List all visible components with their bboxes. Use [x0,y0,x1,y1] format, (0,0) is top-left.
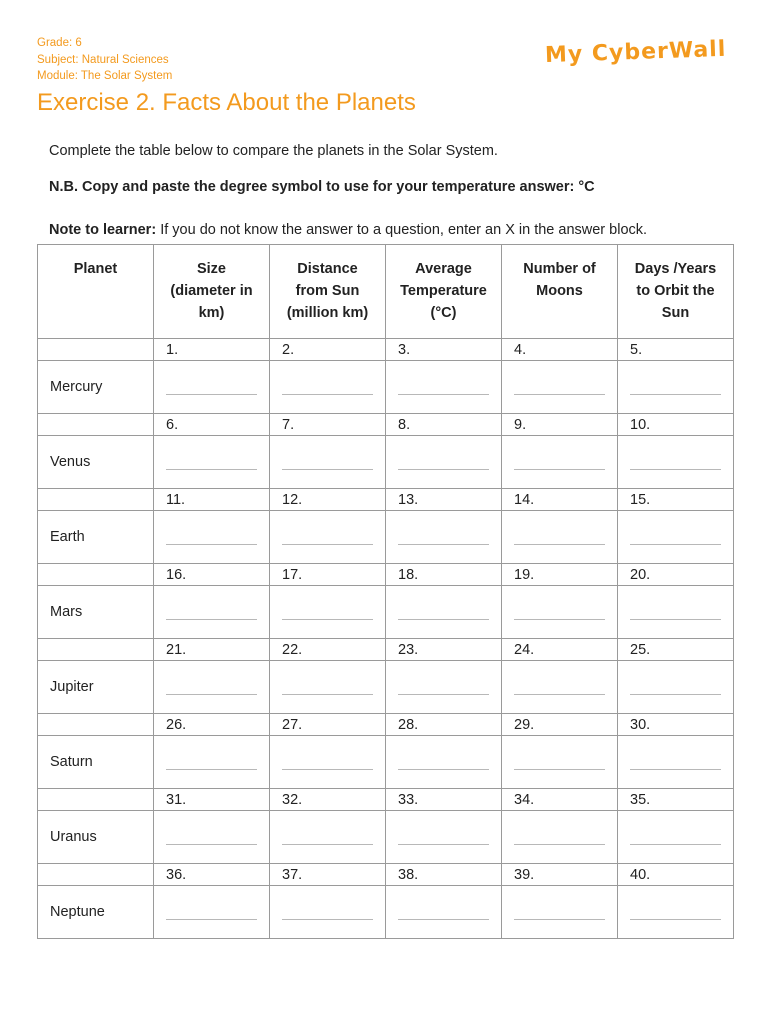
answer-blank-line[interactable] [282,394,373,395]
answer-blank-line[interactable] [166,694,257,695]
answer-blank-line[interactable] [398,544,489,545]
answer-blank-line[interactable] [514,694,605,695]
nb-text: N.B. Copy and paste the degree symbol to use for your temperature answer: °C [49,179,595,195]
empty-cell [38,789,154,811]
question-number: 27. [270,714,386,736]
question-number-row [38,489,734,511]
question-number: 35. [618,789,734,811]
column-header-line: Days /Years [634,261,717,277]
note-label: Note to learner: [49,222,157,238]
answer-blank-line[interactable] [514,769,605,770]
question-number: 3. [386,339,502,361]
question-number: 32. [270,789,386,811]
planet-name: Neptune [38,886,154,939]
answer-cell[interactable] [386,586,502,639]
question-number: 20. [618,564,734,586]
note-text [49,222,647,238]
column-header-line: (diameter in [170,283,253,299]
answer-blank-line[interactable] [514,919,605,920]
column-header-line: Number of [523,261,596,277]
answer-blank-line[interactable] [282,619,373,620]
question-number: 24. [502,639,618,661]
column-header-line: Distance [297,261,358,277]
column-header-line: Average [415,261,472,277]
answer-blank-line[interactable] [514,844,605,845]
answer-cell[interactable] [618,361,734,414]
answer-row-mars [38,586,734,639]
answer-blank-line[interactable] [166,394,257,395]
planet-name: Mercury [38,361,154,414]
answer-cell[interactable] [618,811,734,864]
answer-blank-line[interactable] [630,919,721,920]
question-number: 38. [386,864,502,886]
answer-blank-line[interactable] [398,844,489,845]
answer-cell[interactable] [154,511,270,564]
answer-cell[interactable] [502,811,618,864]
answer-blank-line[interactable] [166,769,257,770]
question-number: 8. [386,414,502,436]
question-number: 30. [618,714,734,736]
column-header-line: Sun [661,305,690,321]
answer-blank-line[interactable] [630,694,721,695]
question-number: 13. [386,489,502,511]
answer-row-uranus [38,811,734,864]
answer-cell[interactable] [386,661,502,714]
question-number-row [38,339,734,361]
question-number: 16. [154,564,270,586]
answer-cell[interactable] [502,886,618,939]
answer-blank-line[interactable] [630,844,721,845]
answer-blank-line[interactable] [630,619,721,620]
answer-cell[interactable] [154,886,270,939]
answer-blank-line[interactable] [630,394,721,395]
answer-blank-line[interactable] [630,544,721,545]
answer-cell[interactable] [270,436,386,489]
question-number: 28. [386,714,502,736]
column-header-distance [270,245,386,339]
answer-blank-line[interactable] [398,919,489,920]
question-number-row [38,639,734,661]
answer-cell[interactable] [386,511,502,564]
answer-cell[interactable] [270,886,386,939]
answer-cell[interactable] [502,436,618,489]
question-number: 11. [154,489,270,511]
answer-row-jupiter [38,661,734,714]
question-number-row [38,414,734,436]
planet-name: Venus [38,436,154,489]
document-meta [37,35,172,85]
question-number: 34. [502,789,618,811]
column-header-line: Planet [73,261,118,277]
answer-cell[interactable] [618,436,734,489]
planet-name: Uranus [38,811,154,864]
answer-cell[interactable] [270,736,386,789]
question-number: 29. [502,714,618,736]
answer-cell[interactable] [154,436,270,489]
answer-blank-line[interactable] [398,769,489,770]
answer-cell[interactable] [618,511,734,564]
answer-blank-line[interactable] [282,694,373,695]
note-body: If you do not know the answer to a question, enter an X in the answer block. [156,222,648,238]
answer-blank-line[interactable] [166,544,257,545]
answer-cell[interactable] [154,361,270,414]
answer-blank-line[interactable] [514,394,605,395]
column-header-line: km) [198,305,225,321]
empty-cell [38,414,154,436]
answer-cell[interactable] [502,511,618,564]
question-number: 23. [386,639,502,661]
answer-cell[interactable] [386,886,502,939]
answer-blank-line[interactable] [398,469,489,470]
answer-cell[interactable] [618,586,734,639]
answer-cell[interactable] [386,436,502,489]
answer-cell[interactable] [154,811,270,864]
empty-cell [38,489,154,511]
table-body [38,339,734,939]
question-number: 2. [270,339,386,361]
answer-cell[interactable] [270,511,386,564]
answer-cell[interactable] [154,586,270,639]
table-header-row [38,245,734,339]
answer-cell[interactable] [386,361,502,414]
question-number: 18. [386,564,502,586]
answer-blank-line[interactable] [282,544,373,545]
question-number-row [38,564,734,586]
column-header-orbit [618,245,734,339]
answer-blank-line[interactable] [398,394,489,395]
answer-cell[interactable] [386,736,502,789]
answer-blank-line[interactable] [398,619,489,620]
question-number: 22. [270,639,386,661]
question-number: 33. [386,789,502,811]
answer-cell[interactable] [270,586,386,639]
question-number: 10. [618,414,734,436]
question-number-row [38,714,734,736]
answer-cell[interactable] [618,736,734,789]
answer-blank-line[interactable] [514,619,605,620]
subject-label: Subject: Natural Sciences [37,53,169,66]
answer-blank-line[interactable] [166,469,257,470]
planets-table [37,244,734,939]
answer-row-venus [38,436,734,489]
answer-cell[interactable] [154,736,270,789]
answer-row-neptune [38,886,734,939]
answer-cell[interactable] [270,811,386,864]
question-number: 19. [502,564,618,586]
column-header-temperature [386,245,502,339]
answer-cell[interactable] [270,361,386,414]
answer-blank-line[interactable] [630,769,721,770]
empty-cell [38,714,154,736]
answer-blank-line[interactable] [166,919,257,920]
planet-name: Earth [38,511,154,564]
question-number: 4. [502,339,618,361]
answer-blank-line[interactable] [166,844,257,845]
question-number: 40. [618,864,734,886]
answer-cell[interactable] [502,361,618,414]
empty-cell [38,339,154,361]
planet-name: Jupiter [38,661,154,714]
planet-name: Mars [38,586,154,639]
question-number: 7. [270,414,386,436]
grade-label: Grade: 6 [37,37,82,49]
question-number: 39. [502,864,618,886]
column-header-line: (°C) [430,305,457,321]
answer-row-earth [38,511,734,564]
empty-cell [38,564,154,586]
answer-cell[interactable] [502,661,618,714]
empty-cell [38,639,154,661]
question-number-row [38,789,734,811]
question-number: 1. [154,339,270,361]
answer-blank-line[interactable] [514,469,605,470]
answer-blank-line[interactable] [398,694,489,695]
question-number: 36. [154,864,270,886]
planet-name: Saturn [38,736,154,789]
answer-cell[interactable] [502,586,618,639]
answer-cell[interactable] [154,661,270,714]
question-number: 26. [154,714,270,736]
answer-cell[interactable] [270,661,386,714]
question-number: 37. [270,864,386,886]
answer-blank-line[interactable] [282,844,373,845]
empty-cell [38,864,154,886]
answer-blank-line[interactable] [514,544,605,545]
module-label: Module: The Solar System [37,70,173,82]
question-number: 21. [154,639,270,661]
question-number: 12. [270,489,386,511]
answer-cell[interactable] [386,811,502,864]
intro-text: Complete the table below to compare the planets in the Solar System. [49,143,498,159]
answer-row-mercury [38,361,734,414]
column-header-moons [502,245,618,339]
column-header-line: from Sun [295,283,360,299]
column-header-line: Temperature [400,283,487,299]
question-number: 31. [154,789,270,811]
column-header-line: (million km) [286,305,369,321]
answer-blank-line[interactable] [282,469,373,470]
question-number: 9. [502,414,618,436]
answer-cell[interactable] [618,886,734,939]
answer-blank-line[interactable] [282,919,373,920]
column-header-planet [38,245,154,339]
brand-logo: My CyberWall [544,36,727,69]
question-number: 25. [618,639,734,661]
question-number: 14. [502,489,618,511]
page-title: Exercise 2. Facts About the Planets [37,89,416,116]
answer-row-saturn [38,736,734,789]
question-number: 15. [618,489,734,511]
question-number: 5. [618,339,734,361]
column-header-line: to Orbit the [636,283,715,299]
column-header-size [154,245,270,339]
question-number: 17. [270,564,386,586]
column-header-line: Moons [536,283,583,299]
answer-cell[interactable] [618,661,734,714]
question-number-row [38,864,734,886]
question-number: 6. [154,414,270,436]
answer-blank-line[interactable] [282,769,373,770]
answer-cell[interactable] [502,736,618,789]
answer-blank-line[interactable] [630,469,721,470]
answer-blank-line[interactable] [166,619,257,620]
column-header-line: Size [196,261,226,277]
